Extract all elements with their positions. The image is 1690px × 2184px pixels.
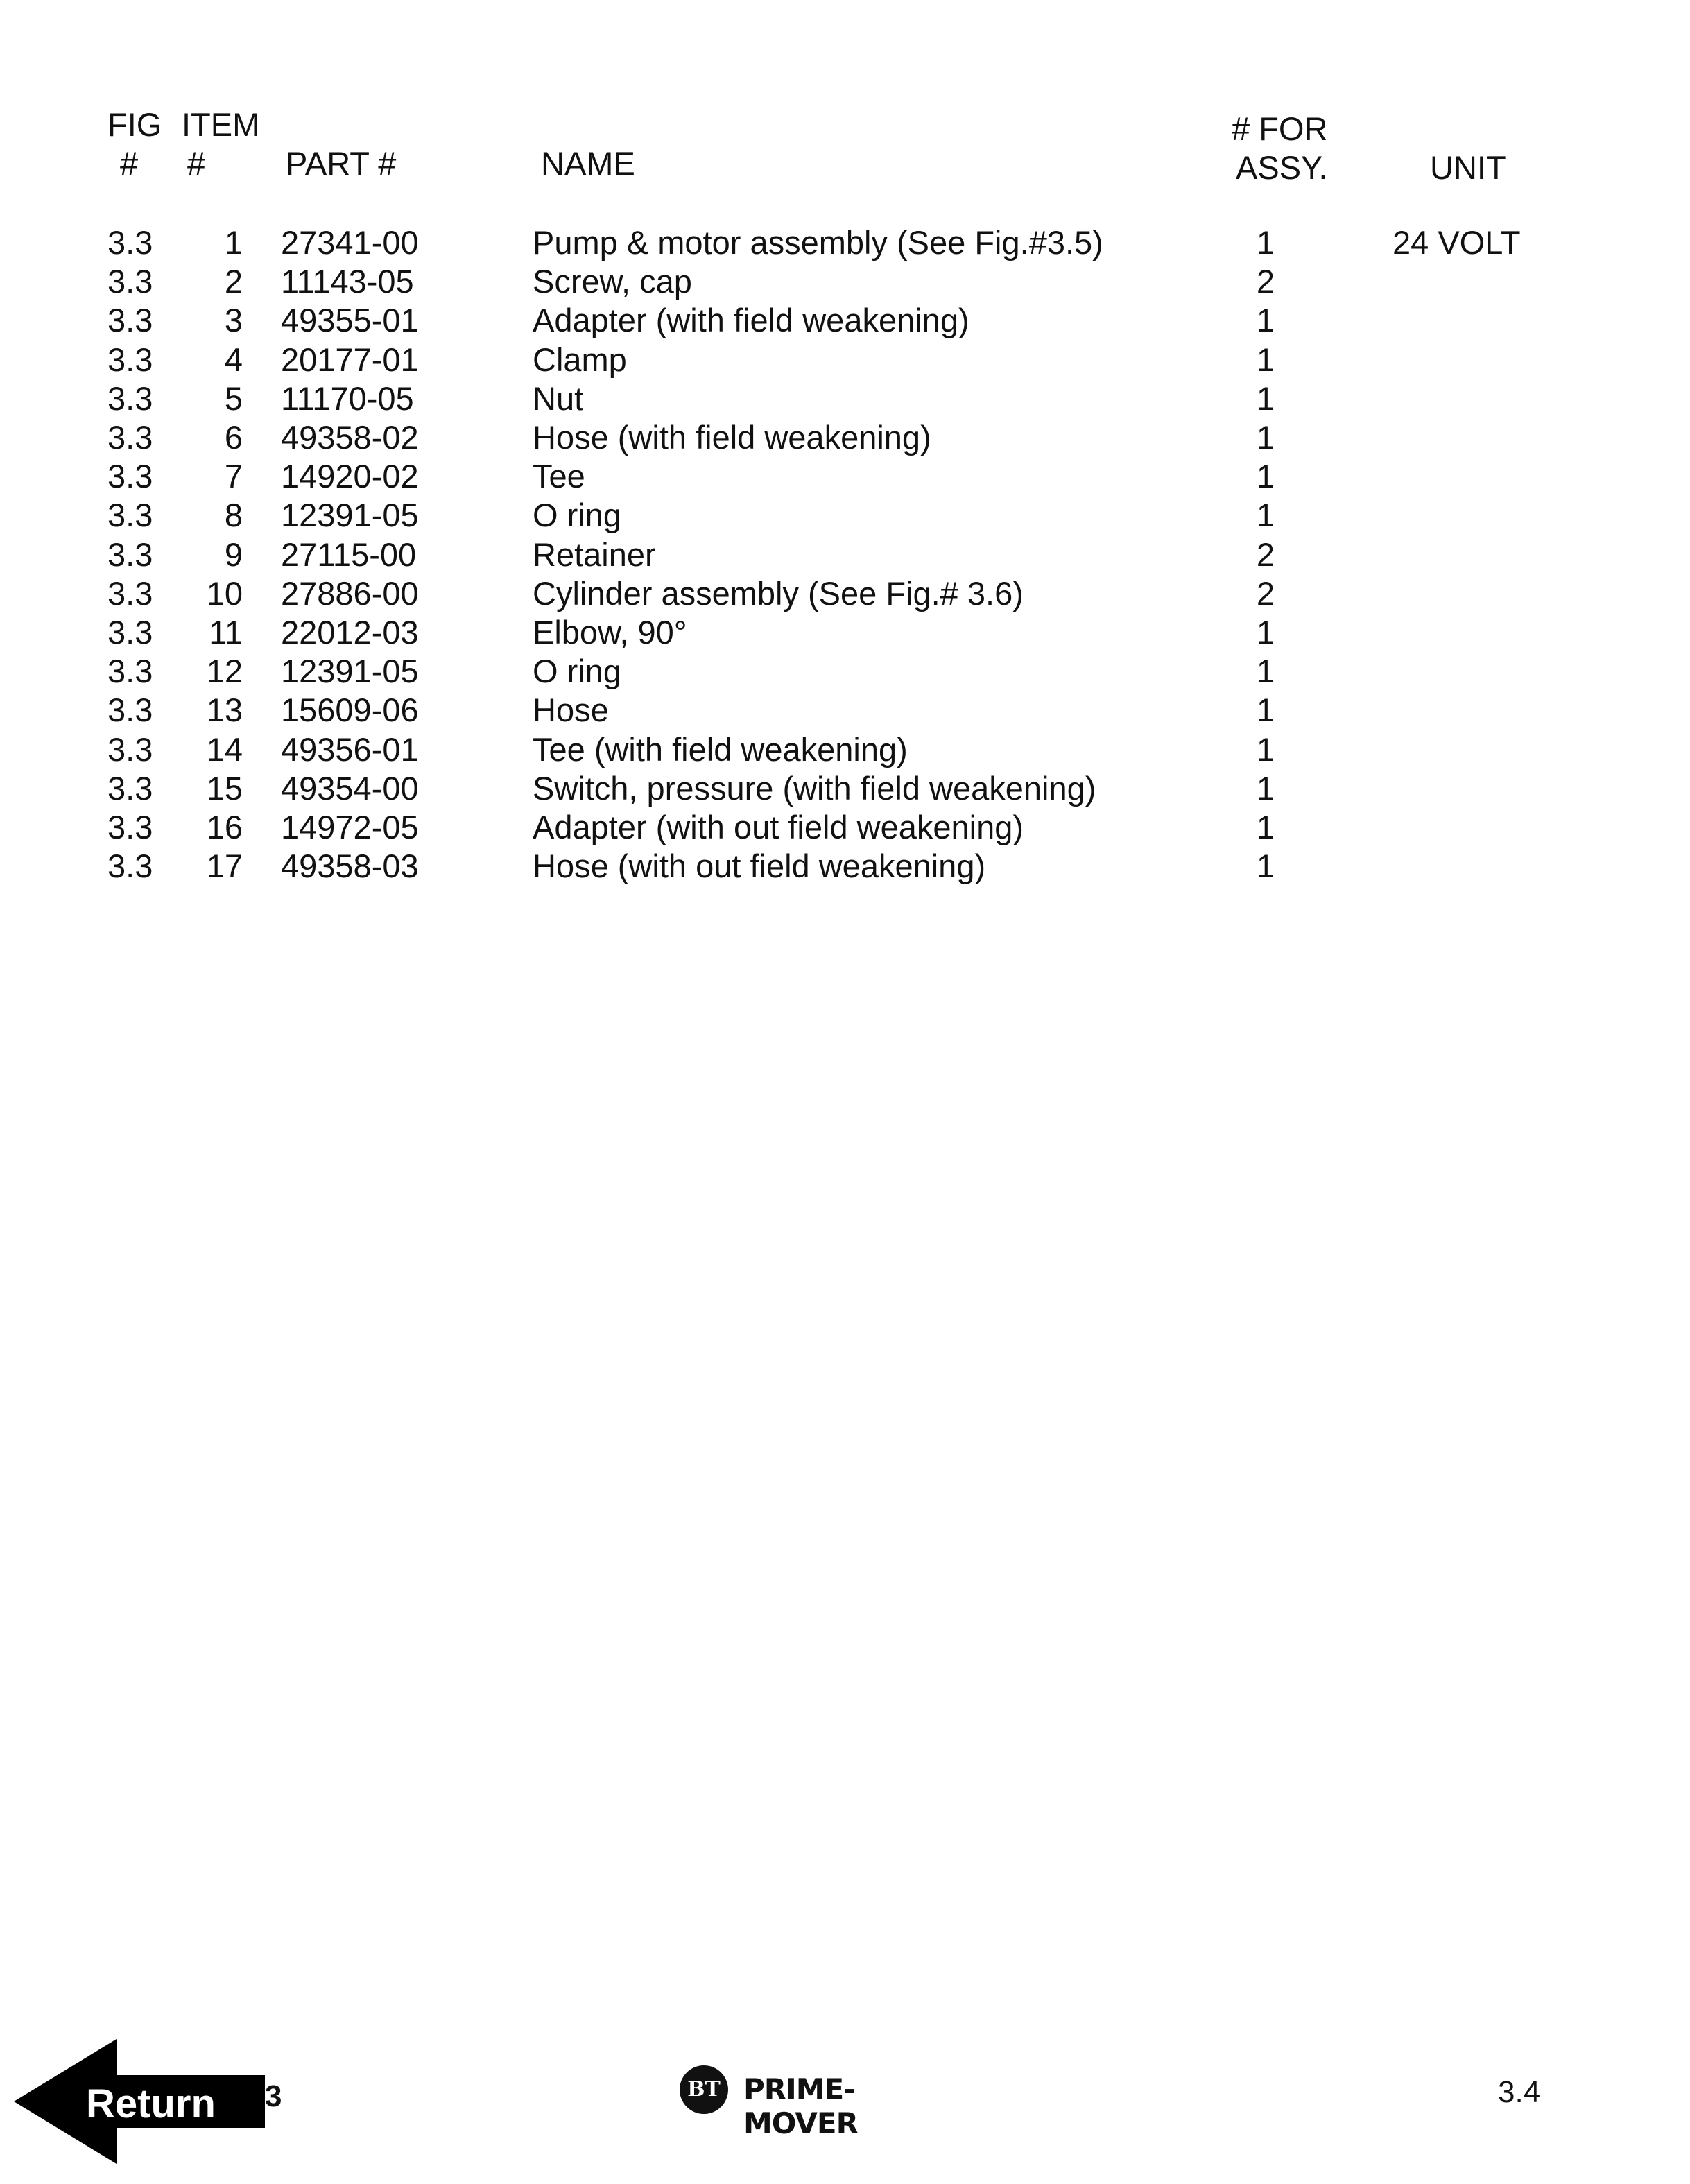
row-item: 10 [206,575,243,612]
row-item: 4 [224,341,243,378]
header-for-line2: ASSY. [1236,149,1328,186]
row-part: 12391-05 [281,653,419,689]
row-item: 8 [224,497,243,533]
row-item: 17 [206,848,243,884]
row-qty: 1 [1256,458,1275,495]
row-name: O ring [533,497,621,533]
footer-left-fragment: 3 [265,2079,282,2113]
row-part: 49354-00 [281,770,419,807]
row-name: Elbow, 90° [533,614,687,651]
row-fig: 3.3 [107,497,153,533]
table-row [0,652,1690,691]
row-name: O ring [533,653,621,689]
row-item: 3 [224,302,243,338]
row-name: Hose [533,691,609,728]
header-item-line2: # [187,145,206,182]
row-qty: 1 [1256,770,1275,807]
row-qty: 1 [1256,691,1275,728]
row-name: Adapter (with field weakening) [533,302,969,338]
row-name: Pump & motor assembly (See Fig.#3.5) [533,224,1103,261]
table-row [0,457,1690,496]
row-fig: 3.3 [107,770,153,807]
row-qty: 1 [1256,614,1275,651]
row-qty: 1 [1256,302,1275,338]
row-name: Adapter (with out field weakening) [533,809,1024,845]
row-name: Switch, pressure (with field weakening) [533,770,1096,807]
row-fig: 3.3 [107,302,153,338]
row-fig: 3.3 [107,731,153,768]
row-item: 11 [209,614,243,651]
table-row [0,535,1690,574]
row-qty: 1 [1256,419,1275,456]
row-item: 1 [224,224,243,261]
row-qty: 1 [1256,380,1275,417]
row-fig: 3.3 [107,224,153,261]
table-row [0,730,1690,769]
row-fig: 3.3 [107,458,153,495]
row-name: Hose (with out field weakening) [533,848,986,884]
row-item: 14 [206,731,243,768]
row-qty: 1 [1256,653,1275,689]
row-qty: 1 [1256,341,1275,378]
row-qty: 1 [1256,224,1275,261]
row-fig: 3.3 [107,691,153,728]
table-row [0,379,1690,418]
table-row [0,613,1690,652]
header-unit: UNIT [1430,149,1506,186]
row-part: 20177-01 [281,341,419,378]
row-fig: 3.3 [107,575,153,612]
row-fig: 3.3 [107,341,153,378]
header-item-line1: ITEM [182,106,260,143]
table-row [0,341,1690,379]
row-fig: 3.3 [107,380,153,417]
row-part: 14920-02 [281,458,419,495]
row-item: 9 [224,536,243,573]
row-part: 27341-00 [281,224,419,261]
row-part: 49358-03 [281,848,419,884]
row-fig: 3.3 [107,263,153,300]
row-part: 49358-02 [281,419,419,456]
row-part: 22012-03 [281,614,419,651]
row-name: Tee (with field weakening) [533,731,908,768]
row-item: 16 [206,809,243,845]
row-qty: 2 [1256,536,1275,573]
row-item: 15 [206,770,243,807]
return-button[interactable] [14,2039,270,2164]
table-row [0,262,1690,301]
row-part: 14972-05 [281,809,419,845]
row-fig: 3.3 [107,653,153,689]
table-row [0,301,1690,340]
row-fig: 3.3 [107,614,153,651]
row-name: Hose (with field weakening) [533,419,931,456]
row-qty: 1 [1256,848,1275,884]
row-part: 12391-05 [281,497,419,533]
page-number: 3.4 [1498,2075,1541,2109]
header-fig-line1: FIG [107,106,162,143]
table-row [0,496,1690,535]
row-part: 49356-01 [281,731,419,768]
table-row [0,418,1690,457]
table-row [0,847,1690,886]
row-name: Cylinder assembly (See Fig.# 3.6) [533,575,1024,612]
row-name: Nut [533,380,584,417]
row-qty: 2 [1256,575,1275,612]
row-part: 49355-01 [281,302,419,338]
table-row [0,223,1690,262]
return-label: Return [86,2081,216,2126]
row-item: 7 [224,458,243,495]
row-qty: 2 [1256,263,1275,300]
header-part: PART # [286,145,397,182]
row-item: 5 [224,380,243,417]
row-item: 6 [224,419,243,456]
row-part: 27115-00 [281,536,417,573]
row-part: 27886-00 [281,575,419,612]
row-name: Tee [533,458,585,495]
table-row [0,574,1690,613]
header-name: NAME [541,145,635,182]
row-name: Clamp [533,341,627,378]
row-item: 13 [206,691,243,728]
table-row [0,769,1690,808]
row-part: 15609-06 [281,691,419,728]
row-part: 11143-05 [281,263,414,300]
row-unit: 24 VOLT [1392,224,1521,261]
row-part: 11170-05 [281,380,414,417]
row-qty: 1 [1256,809,1275,845]
row-qty: 1 [1256,731,1275,768]
table-row [0,691,1690,730]
row-fig: 3.3 [107,536,153,573]
brand-name: PRIME-MOVER [743,2072,858,2140]
row-name: Screw, cap [533,263,692,300]
row-fig: 3.3 [107,419,153,456]
header-for-line1: # FOR [1232,110,1328,147]
row-item: 2 [224,263,243,300]
row-item: 12 [206,653,243,689]
row-fig: 3.3 [107,809,153,845]
row-name: Retainer [533,536,656,573]
header-fig-line2: # [120,145,139,182]
row-qty: 1 [1256,497,1275,533]
row-fig: 3.3 [107,848,153,884]
bt-logo-icon: BT [680,2065,728,2114]
table-row [0,808,1690,847]
